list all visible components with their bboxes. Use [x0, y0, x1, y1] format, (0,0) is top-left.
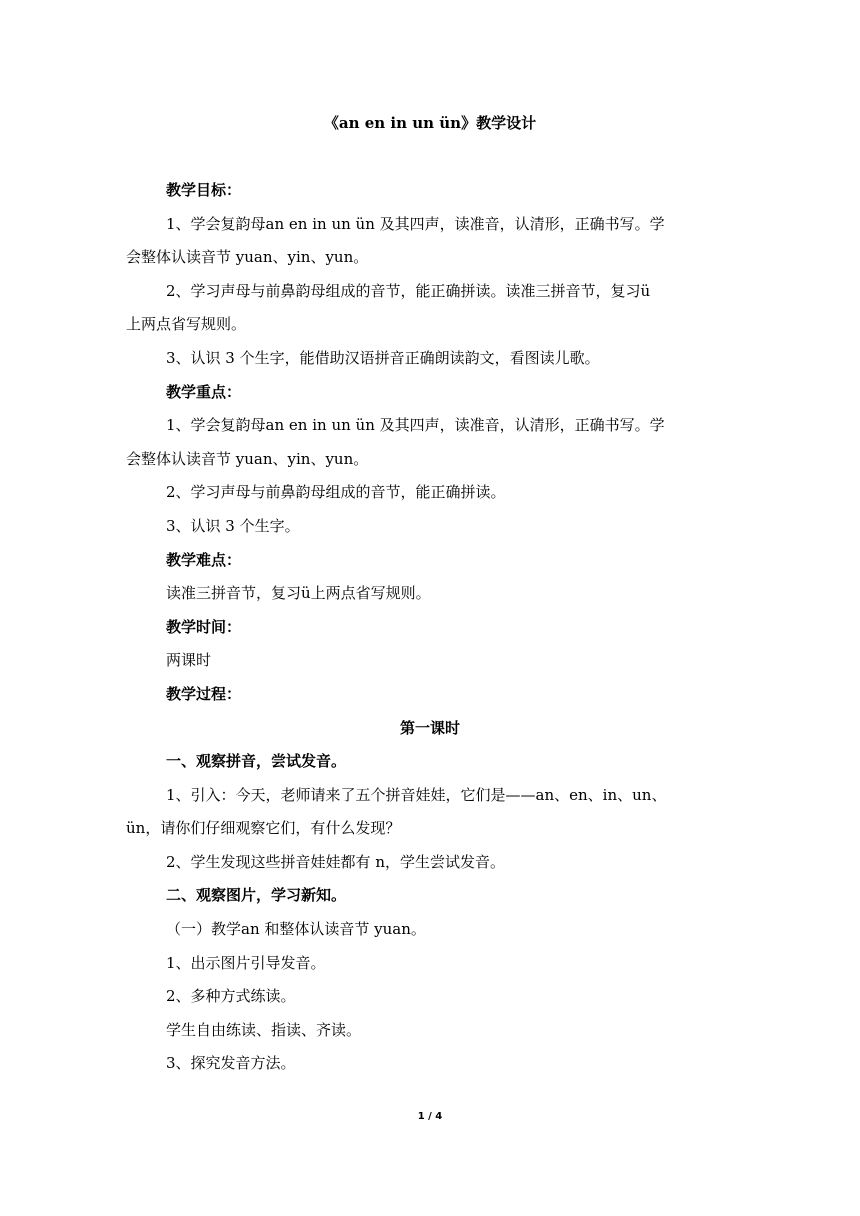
body-line: 1、引入：今天，老师请来了五个拼音娃娃，它们是——an、en、in、un、 — [166, 785, 667, 804]
body-line: 2、学习声母与前鼻韵母组成的音节，能正确拼读。读准三拼音节，复习ü — [166, 281, 651, 300]
body-line: 3、认识 3 个生字。 — [166, 516, 300, 535]
body-line: 1、学会复韵母an en in un ün 及其四声，读准音，认清形，正确书写。学 — [166, 416, 665, 435]
body-line: 读准三拼音节，复习ü上两点省写规则。 — [166, 584, 431, 603]
body-line: 2、多种方式练读。 — [166, 987, 296, 1006]
body-line: 学生自由练读、指读、齐读。 — [166, 1020, 362, 1039]
section-heading: 教学目标： — [166, 181, 242, 199]
body-line: 2、学习声母与前鼻韵母组成的音节，能正确拼读。 — [166, 483, 506, 502]
body-line: 会整体认读音节 yuan、yin、yun。 — [126, 248, 369, 267]
body-line: 2、学生发现这些拼音娃娃都有 n，学生尝试发音。 — [166, 852, 505, 871]
section-heading: 一、观察拼音，尝试发音。 — [166, 752, 347, 771]
document-title: 《an en in un ün》教学设计 — [323, 114, 537, 132]
body-line: 上两点省写规则。 — [126, 315, 247, 334]
body-line: 1、出示图片引导发音。 — [166, 953, 326, 972]
body-line: 会整体认读音节 yuan、yin、yun。 — [126, 449, 369, 468]
body-line: （一）教学an 和整体认读音节 yuan。 — [166, 920, 426, 939]
page-number: 1 / 4 — [417, 1111, 443, 1122]
section-heading: 二、观察图片，学习新知。 — [166, 886, 347, 905]
section-heading: 教学难点： — [166, 550, 242, 569]
body-line: 1、学会复韵母an en in un ün 及其四声，读准音，认清形，正确书写。学 — [166, 214, 665, 233]
document-body — [126, 174, 731, 1081]
section-heading: 教学时间： — [166, 617, 242, 636]
body-line: 3、探究发音方法。 — [166, 1054, 296, 1073]
lesson-heading: 第一课时 — [399, 718, 460, 737]
section-heading: 教学过程： — [166, 684, 242, 703]
body-line: 3、认识 3 个生字，能借助汉语拼音正确朗读韵文，看图读儿歌。 — [166, 348, 600, 367]
body-line: ün，请你们仔细观察它们，有什么发现？ — [126, 819, 401, 838]
body-line: 两课时 — [166, 651, 212, 670]
section-heading: 教学重点： — [166, 382, 242, 401]
